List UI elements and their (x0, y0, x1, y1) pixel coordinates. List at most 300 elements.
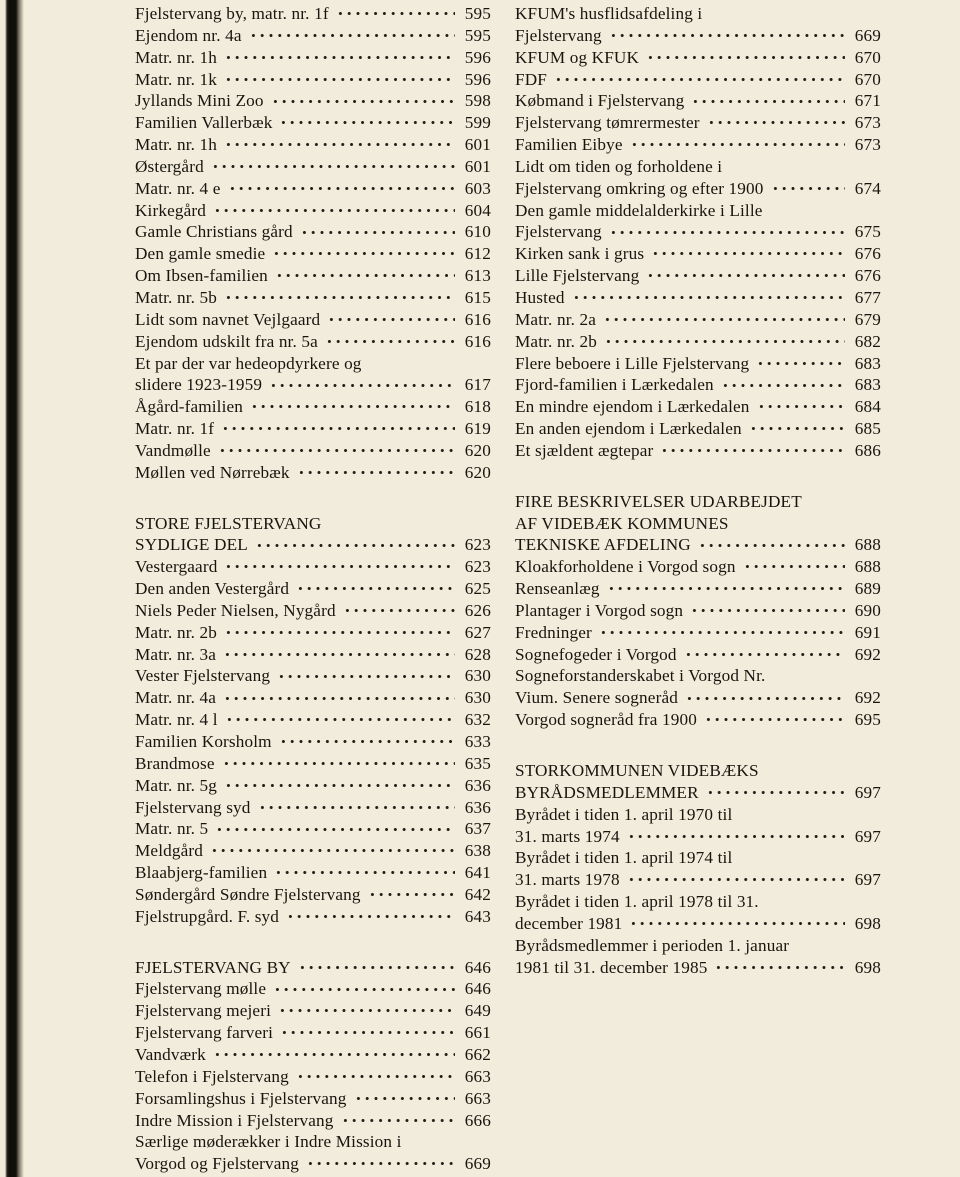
toc-entry-title: En anden ejendom i Lærkedalen (515, 419, 742, 439)
toc-entry-title: FIRE BESKRIVELSER UDARBEJDET (515, 491, 802, 511)
toc-entry-page: 601 (464, 156, 491, 176)
toc-entry (135, 287, 491, 309)
toc-entry-page: 596 (464, 69, 491, 89)
toc-entry (515, 687, 881, 709)
dot-leader (599, 624, 845, 638)
toc-entry (515, 90, 881, 112)
toc-entry (515, 440, 881, 462)
toc-entry (515, 760, 881, 782)
toc-entry (135, 862, 491, 884)
toc-entry (135, 687, 491, 709)
section-gap (135, 484, 491, 513)
toc-entry-page: 619 (464, 419, 491, 439)
toc-entry (135, 265, 491, 287)
toc-entry (515, 25, 881, 47)
toc-entry (135, 600, 491, 622)
toc-entry (135, 978, 491, 1000)
toc-entry-title: Matr. nr. 4 l (135, 710, 218, 730)
toc-entry-title: Lille Fjelstervang (515, 266, 640, 286)
toc-entry-title: FJELSTERVANG BY (135, 957, 291, 977)
dot-leader (211, 158, 455, 172)
toc-entry-title: Jyllands Mini Zoo (135, 91, 264, 111)
toc-entry (135, 309, 491, 331)
toc-entry-title: Matr. nr. 2a (515, 309, 597, 329)
toc-entry (135, 1153, 491, 1175)
toc-entry-title: Fjord-familien i Lærkedalen (515, 375, 714, 395)
toc-entry (135, 134, 491, 156)
toc-entry (135, 353, 491, 375)
toc-entry-title: Matr. nr. 1k (135, 69, 218, 89)
toc-entry-page: 626 (464, 600, 491, 620)
toc-entry-title: december 1981 (515, 913, 623, 933)
dot-leader (274, 864, 455, 878)
dot-leader (341, 1112, 456, 1126)
toc-entry-page: 666 (464, 1110, 491, 1130)
toc-entry-title: Ågård-familien (135, 397, 244, 417)
toc-entry-title: Byrådet i tiden 1. april 1974 til (515, 848, 733, 868)
toc-entry-title: Familien Eibye (515, 135, 623, 155)
dot-leader (327, 311, 455, 325)
toc-entry (135, 665, 491, 687)
toc-entry-page: 596 (464, 47, 491, 67)
toc-entry-title: Vorgod sogneråd fra 1900 (515, 710, 697, 730)
toc-column-left (135, 3, 491, 1175)
toc-entry (135, 906, 491, 928)
toc-entry-title: Fjelstervang mølle (135, 979, 267, 999)
dot-leader (627, 871, 845, 885)
toc-entry-page: 679 (854, 309, 881, 329)
toc-entry-title: Matr. nr. 4 e (135, 178, 221, 198)
toc-entry (515, 556, 881, 578)
toc-entry (135, 534, 491, 556)
toc-entry (515, 47, 881, 69)
toc-entry (135, 243, 491, 265)
toc-entry-page: 620 (464, 462, 491, 482)
toc-entry-title: Byrådet i tiden 1. april 1970 til (515, 804, 733, 824)
dot-leader (224, 558, 455, 572)
toc-entry-title: Særlige møderækker i Indre Mission i (135, 1132, 402, 1152)
toc-entry-title: Fjelstervang syd (135, 797, 251, 817)
dot-leader (275, 267, 455, 281)
toc-entry-page: 663 (464, 1088, 491, 1108)
dot-leader (343, 602, 455, 616)
toc-entry-title: Familien Korsholm (135, 732, 272, 751)
toc-entry (135, 1110, 491, 1132)
dot-leader (255, 536, 455, 550)
toc-entry (135, 556, 491, 578)
toc-entry (135, 622, 491, 644)
toc-entry-title: 1981 til 31. december 1985 (515, 957, 708, 977)
dot-leader (690, 602, 845, 616)
toc-entry-page: 671 (854, 91, 881, 111)
toc-entry (135, 3, 491, 25)
toc-entry-page: 670 (854, 69, 881, 89)
dot-leader (224, 777, 455, 791)
toc-entry-page: 695 (854, 710, 881, 730)
toc-entry (515, 200, 881, 222)
dot-leader (306, 1155, 455, 1169)
toc-entry-page: 676 (854, 266, 881, 286)
dot-leader (258, 799, 455, 813)
toc-entry-page: 633 (464, 732, 491, 751)
toc-entry-title: Vester Fjelstervang (135, 666, 271, 686)
toc-entry-page: 636 (464, 797, 491, 817)
toc-entry-title: TEKNISKE AFDELING (515, 535, 691, 555)
toc-entry-title: Fjelstervang by, matr. nr. 1f (135, 4, 329, 23)
toc-entry-title: Byrådet i tiden 1. april 1978 til 31. (515, 892, 759, 912)
dot-leader (297, 464, 455, 478)
toc-entry-page: 688 (854, 535, 881, 555)
toc-entry-page: 642 (464, 884, 491, 904)
toc-entry-title: Matr. nr. 1f (135, 419, 215, 439)
toc-entry-page: 635 (464, 753, 491, 773)
toc-entry-title: En mindre ejendom i Lærkedalen (515, 397, 750, 417)
dot-leader (607, 580, 845, 594)
toc-entry (135, 957, 491, 979)
toc-entry-title: 31. marts 1974 (515, 826, 620, 846)
toc-entry-page: 669 (464, 1154, 491, 1174)
dot-leader (629, 915, 845, 929)
toc-entry-page: 692 (854, 644, 881, 664)
dot-leader (280, 1024, 455, 1038)
toc-entry-title: Fredninger (515, 622, 592, 642)
dot-leader (223, 646, 455, 660)
toc-entry-page: 683 (854, 353, 881, 373)
toc-entry (515, 156, 881, 178)
toc-entry-page: 663 (464, 1066, 491, 1086)
toc-entry-title: 31. marts 1978 (515, 870, 620, 890)
toc-entry (515, 221, 881, 243)
dot-leader (279, 733, 455, 747)
toc-entry (515, 374, 881, 396)
dot-leader (554, 71, 845, 85)
toc-entry-page: 697 (854, 870, 881, 890)
toc-entry-title: Ejendom nr. 4a (135, 25, 242, 45)
dot-leader (224, 49, 455, 63)
dot-leader (651, 245, 845, 259)
toc-entry (515, 112, 881, 134)
toc-entry-title: Matr. nr. 2b (515, 331, 598, 351)
toc-entry (515, 913, 881, 935)
toc-entry (135, 178, 491, 200)
toc-entry-title: Indre Mission i Fjelstervang (135, 1110, 334, 1130)
dot-leader (609, 27, 845, 41)
toc-entry (135, 221, 491, 243)
toc-entry-page: 662 (464, 1044, 491, 1064)
toc-entry-page: 595 (464, 25, 491, 45)
toc-entry (135, 578, 491, 600)
dot-leader (714, 959, 845, 973)
toc-entry (515, 243, 881, 265)
dot-leader (298, 959, 455, 973)
dot-leader (296, 1068, 455, 1082)
dot-leader (273, 980, 455, 994)
toc-entry-title: Matr. nr. 5 (135, 819, 209, 839)
toc-entry (135, 69, 491, 91)
toc-entry-title: KFUM og KFUK (515, 47, 640, 67)
toc-entry-page: 661 (464, 1023, 491, 1043)
toc-entry-page: 617 (464, 375, 491, 395)
toc-entry (515, 891, 881, 913)
dot-leader (272, 245, 455, 259)
dot-leader (603, 311, 845, 325)
toc-entry (515, 418, 881, 440)
toc-entry-title: Byrådsmedlemmer i perioden 1. januar (515, 935, 790, 955)
toc-entry (515, 782, 881, 804)
toc-entry-page: 673 (854, 113, 881, 133)
toc-entry-page: 688 (854, 557, 881, 577)
dot-leader (218, 442, 455, 456)
toc-entry-title: Brandmose (135, 753, 215, 773)
toc-entry-title: Fjelstrupgård. F. syd (135, 906, 280, 926)
toc-entry (515, 935, 881, 957)
section-gap (135, 928, 491, 957)
dot-leader (707, 114, 845, 128)
toc-entry-page: 637 (464, 819, 491, 839)
toc-entry-page: 690 (854, 600, 881, 620)
toc-entry (515, 709, 881, 731)
toc-entry-page: 595 (464, 4, 491, 23)
toc-entry-page: 598 (464, 91, 491, 111)
dot-leader (660, 442, 845, 456)
toc-entry-page: 698 (854, 913, 881, 933)
toc-entry-page: 686 (854, 440, 881, 460)
toc-entry-title: Vestergaard (135, 557, 218, 577)
toc-entry (135, 709, 491, 731)
toc-entry-page: 604 (464, 200, 491, 220)
toc-entry-title: Vandværk (135, 1044, 206, 1064)
toc-entry-page: 615 (464, 287, 491, 307)
toc-entry-page: 603 (464, 178, 491, 198)
toc-entry (135, 156, 491, 178)
toc-entry-title: Fjelstervang tømrermester (515, 113, 700, 133)
toc-entry-title: Søndergård Søndre Fjelstervang (135, 884, 361, 904)
dot-leader (685, 689, 845, 703)
toc-entry-page: 601 (464, 135, 491, 155)
dot-leader (269, 376, 455, 390)
dot-leader (354, 1090, 455, 1104)
toc-entry-page: 616 (464, 309, 491, 329)
dot-leader (277, 667, 455, 681)
dot-leader (228, 180, 456, 194)
toc-entry-page: 623 (464, 557, 491, 577)
dot-leader (279, 114, 455, 128)
dot-leader (213, 1046, 455, 1060)
toc-entry-title: Købmand i Fjelstervang (515, 91, 685, 111)
toc-entry (135, 47, 491, 69)
dot-leader (210, 842, 455, 856)
toc-entry-title: Lidt om tiden og forholdene i (515, 156, 723, 176)
toc-entry-page: 697 (854, 826, 881, 846)
toc-entry-title: Matr. nr. 5g (135, 775, 218, 795)
toc-entry-title: FDF (515, 69, 547, 89)
toc-entry-page: 697 (854, 782, 881, 802)
toc-entry (515, 178, 881, 200)
toc-entry-title: STORKOMMUNEN VIDEBÆKS (515, 761, 759, 780)
toc-entry (515, 513, 881, 535)
dot-leader (630, 136, 845, 150)
toc-entry (515, 644, 881, 666)
toc-entry (135, 775, 491, 797)
dot-leader (698, 536, 845, 550)
toc-entry-page: 627 (464, 622, 491, 642)
toc-entry-page: 673 (854, 135, 881, 155)
dot-leader (646, 267, 845, 281)
dot-leader (706, 784, 845, 798)
toc-entry (135, 1022, 491, 1044)
toc-entry (515, 957, 881, 979)
toc-entry (135, 818, 491, 840)
toc-entry (135, 1000, 491, 1022)
section-gap (515, 731, 881, 760)
toc-entry (135, 112, 491, 134)
toc-entry-page: 649 (464, 1001, 491, 1021)
toc-entry (135, 200, 491, 222)
toc-entry-title: Østergård (135, 156, 204, 176)
toc-entry-page: 636 (464, 775, 491, 795)
toc-entry-title: slidere 1923-1959 (135, 375, 263, 395)
dot-leader (756, 355, 845, 369)
toc-entry (135, 644, 491, 666)
dot-leader (271, 92, 455, 106)
toc-entry (135, 1066, 491, 1088)
toc-entry-title: Sognefogeder i Vorgod (515, 644, 677, 664)
toc-entry-title: Telefon i Fjelstervang (135, 1066, 289, 1086)
toc-entry (135, 331, 491, 353)
toc-entry (515, 826, 881, 848)
toc-entry-page: 620 (464, 440, 491, 460)
toc-entry (135, 374, 491, 396)
toc-entry-title: Matr. nr. 3a (135, 644, 217, 664)
dot-leader (286, 908, 455, 922)
toc-entry (515, 265, 881, 287)
toc-entry-title: Matr. nr. 1h (135, 135, 218, 155)
toc-entry-page: 689 (854, 579, 881, 599)
toc-entry-page: 692 (854, 688, 881, 708)
toc-entry-title: Flere beboere i Lille Fjelstervang (515, 353, 750, 373)
dot-leader (278, 1002, 455, 1016)
toc-entry (515, 491, 881, 513)
toc-entry-title: KFUM's husflidsafdeling i (515, 4, 703, 23)
toc-entry-page: 612 (464, 244, 491, 264)
dot-leader (609, 223, 845, 237)
toc-entry (515, 869, 881, 891)
dot-leader (572, 289, 845, 303)
toc-entry (135, 440, 491, 462)
toc-entry (135, 1088, 491, 1110)
toc-entry-title: Familien Vallerbæk (135, 113, 273, 133)
dot-leader (224, 289, 455, 303)
toc-entry (515, 3, 881, 25)
toc-entry-title: Kirken sank i grus (515, 244, 645, 264)
toc-entry (515, 804, 881, 826)
dot-leader (627, 828, 845, 842)
toc-entry (135, 25, 491, 47)
dot-leader (221, 420, 455, 434)
toc-entry-page: 683 (854, 375, 881, 395)
toc-entry-title: Kloakforholdene i Vorgod sogn (515, 557, 736, 577)
toc-entry-title: Kirkegård (135, 200, 207, 220)
toc-entry-page: 646 (464, 957, 491, 977)
toc-entry-title: Den gamle middelalderkirke i Lille (515, 200, 763, 220)
toc-entry-title: Forsamlingshus i Fjelstervang (135, 1088, 347, 1108)
toc-entry (515, 396, 881, 418)
toc-entry-title: Matr. nr. 5b (135, 287, 218, 307)
toc-entry-page: 676 (854, 244, 881, 264)
toc-entry-page: 691 (854, 622, 881, 642)
toc-entry-title: Ejendom udskilt fra nr. 5a (135, 331, 318, 351)
toc-entry-title: Meldgård (135, 841, 204, 861)
dot-leader (223, 689, 455, 703)
toc-entry-title: Matr. nr. 2b (135, 622, 218, 642)
toc-entry (515, 600, 881, 622)
dot-leader (604, 333, 845, 347)
toc-entry (135, 90, 491, 112)
dot-leader (646, 49, 845, 63)
dot-leader (225, 711, 455, 725)
toc-entry (135, 418, 491, 440)
toc-entry (515, 309, 881, 331)
toc-entry-title: STORE FJELSTERVANG (135, 513, 322, 533)
toc-entry (515, 665, 881, 687)
toc-entry-title: Fjelstervang farveri (135, 1023, 274, 1043)
toc-entry-title: Vium. Senere sogneråd (515, 688, 678, 708)
toc-entry-page: 675 (854, 222, 881, 242)
dot-leader (300, 223, 455, 237)
toc-entry-page: 674 (854, 178, 881, 198)
dot-leader (215, 820, 455, 834)
toc-entry-title: Matr. nr. 4a (135, 688, 217, 708)
dot-leader (749, 420, 845, 434)
toc-entry-title: Møllen ved Nørrebæk (135, 462, 290, 482)
toc-column-right (515, 3, 881, 1175)
toc-entry-title: BYRÅDSMEDLEMMER (515, 782, 699, 802)
toc-entry-title: SYDLIGE DEL (135, 535, 248, 555)
toc-entry (515, 287, 881, 309)
toc-entry-page: 616 (464, 331, 491, 351)
toc-entry (135, 884, 491, 906)
toc-entry-page: 641 (464, 863, 491, 883)
toc-entry-title: Lidt som navnet Vejlgaard (135, 309, 321, 329)
toc-entry-page: 670 (854, 47, 881, 67)
toc-entry (135, 462, 491, 484)
toc-entry (515, 353, 881, 375)
toc-entry-title: AF VIDEBÆK KOMMUNES (515, 513, 729, 533)
toc-entry (515, 578, 881, 600)
toc-entry-page: 698 (854, 957, 881, 977)
toc-entry-page: 625 (464, 579, 491, 599)
dot-leader (743, 558, 845, 572)
toc-entry-page: 643 (464, 906, 491, 926)
dot-leader (771, 180, 845, 194)
toc-entry-title: Fjelstervang (515, 222, 602, 242)
dot-leader (757, 398, 845, 412)
toc-entry-page: 669 (854, 25, 881, 45)
toc-entry-title: Fjelstervang (515, 25, 602, 45)
toc-entry-page: 610 (464, 222, 491, 242)
toc-entry-page: 632 (464, 710, 491, 730)
dot-leader (325, 333, 455, 347)
dot-leader (684, 646, 845, 660)
dot-leader (250, 398, 455, 412)
toc-entry (135, 1131, 491, 1153)
toc-entry-page: 677 (854, 287, 881, 307)
toc-entry-title: Blaabjerg-familien (135, 863, 268, 883)
toc-entry (135, 840, 491, 862)
section-gap (515, 462, 881, 491)
dot-leader (336, 5, 455, 19)
toc-entry-title: Fjelstervang omkring og efter 1900 (515, 178, 764, 198)
